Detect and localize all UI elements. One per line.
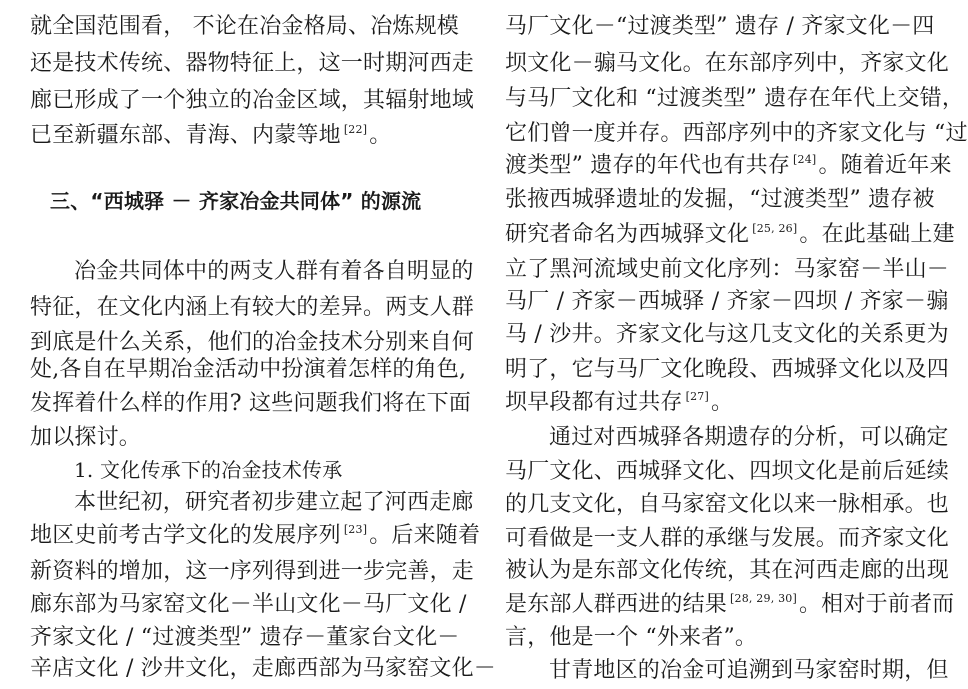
- citation-ref[interactable]: [22]: [343, 123, 368, 136]
- citation-ref[interactable]: [25, 26]: [752, 222, 798, 235]
- text-line: 甘青地区的冶金可追溯到马家窑时期，但: [549, 658, 949, 683]
- text-line: 马 / 沙井。齐家文化与这几支文化的关系更为: [505, 322, 949, 347]
- paragraph-line: 发挥着什么样的作用? 这些问题我们将在下面: [30, 391, 471, 416]
- citation-ref[interactable]: [27]: [685, 390, 709, 403]
- paragraph-line: 廊东部为马家窑文化－半山文化－马厂文化 /: [30, 592, 467, 617]
- paragraph-line: 加以探讨。: [30, 425, 142, 450]
- text-line: 言，他是一个 “外来者”。: [505, 625, 758, 650]
- text-line: 已至新疆东部、青海、内蒙等地 [22]。: [30, 123, 392, 148]
- paragraph-line: 辛店文化 / 沙井文化，走廊西部为马家窑文化－: [30, 656, 496, 681]
- text-line: 马厂文化－“过渡类型” 遗存 / 齐家文化－四: [505, 14, 935, 39]
- text-line: 研究者命名为西城驿文化 [25, 26]。在此基础上建: [505, 222, 955, 247]
- text-line: 还是技术传统、器物特征上，这一时期河西走: [30, 51, 475, 76]
- text-line: 与马厂文化和 “过渡类型” 遗存在年代上交错，: [505, 86, 965, 111]
- paragraph-line: 齐家文化 / “过渡类型” 遗存－董家台文化－: [30, 625, 460, 650]
- paragraph-line: 本世纪初，研究者初步建立起了河西走廊: [74, 490, 474, 515]
- text-line: 被认为是东部文化传统，其在河西走廊的出现: [505, 558, 950, 583]
- citation-ref[interactable]: [24]: [793, 153, 817, 166]
- subheading: 1. 文化传承下的冶金技术传承: [74, 458, 343, 482]
- text-line: 可看做是一支人群的承继与发展。而齐家文化: [505, 526, 950, 551]
- text-line: 张掖西城驿遗址的发掘，“过渡类型” 遗存被: [505, 187, 935, 212]
- paragraph-line: 到底是什么关系，他们的冶金技术分别来自何: [30, 330, 475, 355]
- text-line: 立了黑河流域史前文化序列：马家窑－半山－: [505, 257, 950, 282]
- text-line: 通过对西城驿各期遗存的分析，可以确定: [549, 425, 949, 450]
- text-line: 坝文化－骟马文化。在东部序列中，齐家文化: [505, 51, 950, 76]
- citation-ref[interactable]: [28, 29, 30]: [730, 592, 797, 605]
- citation-ref[interactable]: [23]: [343, 523, 368, 536]
- text-line: 它们曾一度并存。西部序列中的齐家文化与 “过: [505, 121, 968, 146]
- paragraph-line: 地区史前考古学文化的发展序列 [23]。后来随着: [30, 523, 481, 548]
- text-line: 的几支文化，自马家窑文化以来一脉相承。也: [505, 492, 950, 517]
- text-line: 渡类型” 遗存的年代也有共存 [24]。随着近年来: [505, 153, 952, 178]
- paragraph-line: 特征，在文化内涵上有较大的差异。两支人群: [30, 295, 475, 320]
- paragraph-line: 冶金共同体中的两支人群有着各自明显的: [74, 259, 474, 284]
- paragraph-line: 处,各自在早期冶金活动中扮演着怎样的角色,: [30, 357, 467, 382]
- text-line: 马厂 / 齐家－西城驿 / 齐家－四坝 / 齐家－骟: [505, 289, 949, 314]
- text-line: 明了，它与马厂文化晚段、西城驿文化以及四: [505, 357, 950, 382]
- section-heading: 三、“西城驿 － 齐家冶金共同体” 的源流: [50, 189, 422, 213]
- text-line: 廊已形成了一个独立的冶金区域，其辐射地域: [30, 88, 475, 113]
- text-line: 坝早段都有过共存 [27]。: [505, 390, 734, 415]
- text-line: 就全国范围看， 不论在冶金格局、冶炼规模: [30, 14, 459, 39]
- paragraph-line: 新资料的增加，这一序列得到进一步完善，走: [30, 559, 475, 584]
- text-line: 是东部人群西进的结果 [28, 29, 30]。相对于前者而: [505, 592, 955, 617]
- text-line: 马厂文化、西城驿文化、四坝文化是前后延续: [505, 459, 950, 484]
